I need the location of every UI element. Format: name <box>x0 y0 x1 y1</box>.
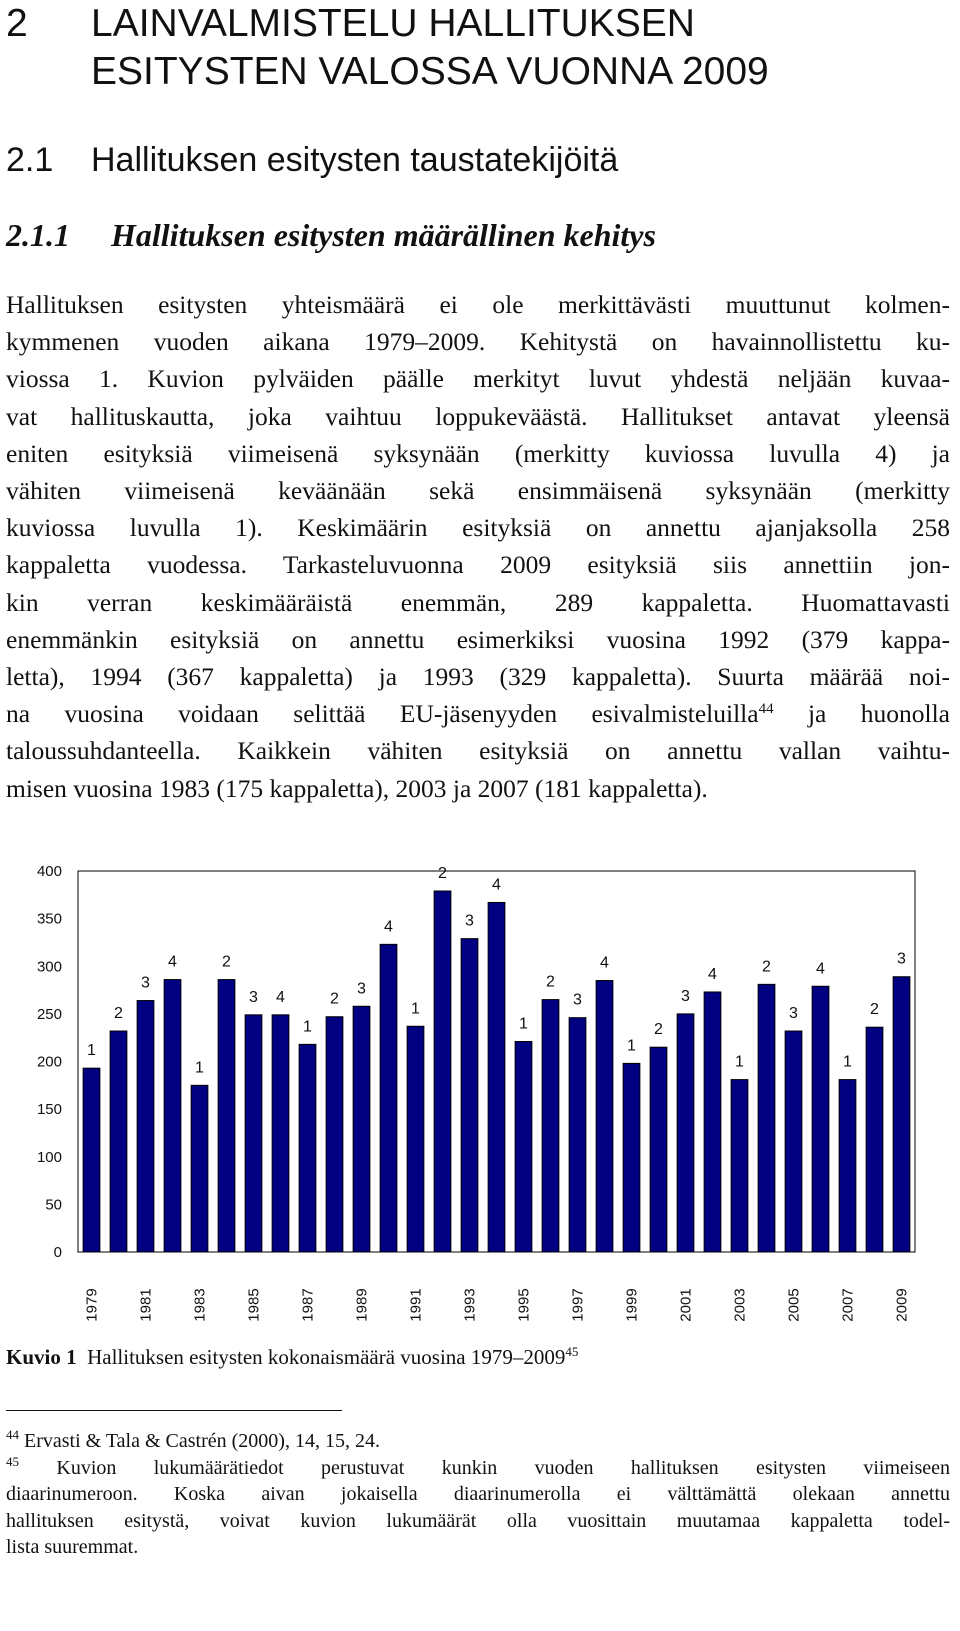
y-tick-label: 400 <box>36 863 62 880</box>
x-tick-label: 1995 <box>515 1288 533 1322</box>
bar-label: 4 <box>600 954 609 972</box>
footnote-line: diaarinumeroon. Koska aivan jokaisella diaarinumerolla ei välttämättä olekaan annettu <box>6 1483 950 1505</box>
bar-label: 1 <box>627 1037 636 1055</box>
bar <box>461 939 478 1252</box>
caption-text: Hallituksen esitysten kokonaismäärä vuosina 1979–2009 <box>87 1345 566 1369</box>
footnote-44 <box>6 1428 950 1455</box>
bar-label: 1 <box>843 1053 852 1071</box>
bar-label: 2 <box>438 865 447 883</box>
bar-label: 4 <box>276 988 285 1006</box>
subsection-title: Hallituksen esitysten määrällinen kehitys <box>111 217 656 253</box>
bar-label: 2 <box>870 1001 879 1019</box>
bar-label: 2 <box>222 953 231 971</box>
x-tick-label: 1991 <box>407 1288 425 1322</box>
x-tick-label: 1993 <box>461 1288 479 1322</box>
footnote-45 <box>6 1455 950 1482</box>
y-tick-label: 0 <box>53 1244 62 1261</box>
body-line: vähiten viimeisenä keväänään sekä ensimmäisenä syksynään (merkitty <box>6 476 950 506</box>
footnote-text: Ervasti & Tala & Castrén (2000), 14, 15, 24. <box>24 1430 380 1452</box>
bar <box>677 1014 694 1252</box>
subsection-number: 2.1.1 <box>6 217 70 253</box>
footnote-line: lista suuremmat. <box>6 1536 139 1558</box>
y-tick-label: 150 <box>36 1101 62 1119</box>
bar <box>704 992 721 1252</box>
bar <box>299 1044 316 1252</box>
body-line: kappaletta vuodessa. Tarkasteluvuonna 2009 esityksiä siis annettiin jon- <box>6 550 950 580</box>
bar <box>731 1080 748 1252</box>
footnote-ref-45[interactable]: 45 <box>565 1344 579 1359</box>
body-line: vat hallituskautta, joka vaihtuu loppukeväästä. Hallitukset antavat yleensä <box>6 401 950 431</box>
bar-label: 2 <box>114 1005 123 1023</box>
footnotes <box>6 1428 950 1561</box>
x-tick-label: 1979 <box>83 1288 101 1322</box>
body-line: enemmänkin esityksiä on annettu esimerkiksi vuosina 1992 (379 kappa- <box>6 624 950 654</box>
bar-label: 4 <box>816 960 825 978</box>
body-line: letta), 1994 (367 kappaletta) ja 1993 (329 kappaletta). Suurta määrää noi- <box>6 662 950 692</box>
x-tick-label: 1999 <box>623 1288 641 1322</box>
x-tick-label: 1981 <box>137 1288 155 1322</box>
bar-label: 3 <box>141 974 150 992</box>
x-tick-label: 2003 <box>731 1288 749 1322</box>
footnote-line: hallituksen esitystä, voivat kuvion lukumäärät olla vuosittain muutamaa kappaletta todel- <box>6 1509 950 1532</box>
bar <box>650 1047 667 1252</box>
body-line-text: na vuosina voidaan selittää EU-jäsenyyden esivalmisteluilla <box>6 699 759 729</box>
bar-label: 1 <box>303 1018 312 1036</box>
x-tick-label: 1989 <box>353 1288 371 1322</box>
x-tick-label: 2009 <box>893 1288 911 1322</box>
bar-label: 3 <box>465 912 474 930</box>
bar <box>434 891 451 1252</box>
bar-label: 1 <box>195 1059 204 1077</box>
bar <box>326 1017 343 1252</box>
bar-label: 3 <box>897 950 906 968</box>
section-title: Hallituksen esitysten taustatekijöitä <box>91 141 619 179</box>
chapter-title-line-2: ESITYSTEN VALOSSA VUONNA 2009 <box>91 50 769 93</box>
body-line: kin verran keskimääräistä enemmän, 289 kappaletta. Huomattavasti <box>6 587 950 617</box>
bar <box>218 980 235 1252</box>
body-line-with-footnote <box>6 695 950 732</box>
bar-label: 4 <box>168 953 177 971</box>
bar <box>569 1018 586 1252</box>
bar-label: 3 <box>357 980 366 998</box>
bar-label: 4 <box>492 876 501 894</box>
bar <box>623 1063 640 1252</box>
body-line: Hallituksen esitysten yhteismäärä ei ole merkittävästi muuttunut kolmen- <box>6 290 950 319</box>
footnote-mark: 45 <box>6 1453 19 1469</box>
body-line: eniten esityksiä viimeisenä syksynään (merkitty kuviossa luvulla 4) ja <box>6 438 950 468</box>
chapter-title-line-1: LAINVALMISTELU HALLITUKSEN <box>91 2 695 45</box>
bar <box>245 1015 262 1252</box>
bar <box>542 1000 559 1252</box>
bar <box>812 986 829 1252</box>
bar <box>110 1031 127 1252</box>
x-tick-label: 2001 <box>677 1288 695 1322</box>
y-tick-label: 250 <box>36 1005 62 1023</box>
bar-label: 1 <box>735 1053 744 1071</box>
bar-label: 2 <box>762 958 771 976</box>
footnote-ref-44[interactable]: 44 <box>758 701 774 718</box>
x-tick-label: 1997 <box>569 1288 587 1322</box>
bar <box>164 980 181 1252</box>
bar <box>380 944 397 1252</box>
bar-label: 2 <box>546 973 555 991</box>
y-tick-label: 100 <box>36 1148 62 1166</box>
body-line: viossa 1. Kuvion pylväiden päälle merkityt luvut yhdestä neljään kuvaa- <box>6 364 950 394</box>
bar <box>893 977 910 1252</box>
bar-chart <box>0 855 960 1325</box>
body-line-tail: ja huonolla <box>773 699 951 729</box>
bar <box>137 1001 154 1252</box>
footnote-mark: 44 <box>6 1427 19 1442</box>
caption-label: Kuvio 1 <box>6 1345 77 1369</box>
bar-label: 3 <box>789 1005 798 1023</box>
x-tick-label: 1987 <box>299 1288 317 1322</box>
y-tick-label: 300 <box>36 958 62 976</box>
bar-label: 1 <box>87 1042 96 1060</box>
body-line: misen vuosina 1983 (175 kappaletta), 2003 ja 2007 (181 kappaletta). <box>6 773 708 803</box>
bar <box>272 1015 289 1252</box>
footnote-separator <box>6 1410 342 1411</box>
x-tick-label: 1983 <box>191 1288 209 1322</box>
bar <box>353 1006 370 1252</box>
bar <box>785 1031 802 1252</box>
bar-label: 1 <box>411 1000 420 1018</box>
body-line: kymmenen vuoden aikana 1979–2009. Kehitystä on havainnollistettu ku- <box>6 327 950 357</box>
section-number: 2.1 <box>6 141 54 179</box>
bar <box>839 1080 856 1252</box>
bar <box>866 1027 883 1252</box>
y-tick-label: 350 <box>36 910 62 928</box>
bar-label: 3 <box>573 991 582 1009</box>
x-tick-label: 2007 <box>839 1288 857 1322</box>
bar-label: 4 <box>708 965 717 983</box>
bar-label: 3 <box>249 988 258 1006</box>
body-line: taloussuhdanteella. Kaikkein vähiten esityksiä on annettu vallan vaihtu- <box>6 736 950 766</box>
bar <box>191 1085 208 1252</box>
y-tick-label: 200 <box>36 1053 62 1071</box>
bar <box>83 1068 100 1252</box>
footnote-text: Kuvion lukumäärätiedot perustuvat kunkin vuoden hallituksen esitysten viimeiseen <box>56 1456 951 1479</box>
x-tick-label: 1985 <box>245 1288 263 1322</box>
chapter-number: 2 <box>6 2 28 45</box>
bar <box>488 902 505 1252</box>
bar <box>596 981 613 1252</box>
figure-caption <box>6 1343 578 1371</box>
bar-label: 2 <box>654 1021 663 1039</box>
bar-label: 2 <box>330 990 339 1008</box>
body-line: kuviossa luvulla 1). Keskimäärin esityksiä on annettu ajanjaksolla 258 <box>6 513 950 543</box>
bar-chart-svg <box>0 855 960 1325</box>
bar <box>515 1041 532 1252</box>
y-tick-label: 50 <box>45 1196 62 1214</box>
bar <box>407 1026 424 1252</box>
x-tick-label: 2005 <box>785 1288 803 1322</box>
body-paragraph <box>6 286 950 807</box>
bar-label: 3 <box>681 987 690 1005</box>
bar-label: 1 <box>519 1015 528 1033</box>
bar-label: 4 <box>384 918 393 936</box>
bar <box>758 984 775 1252</box>
